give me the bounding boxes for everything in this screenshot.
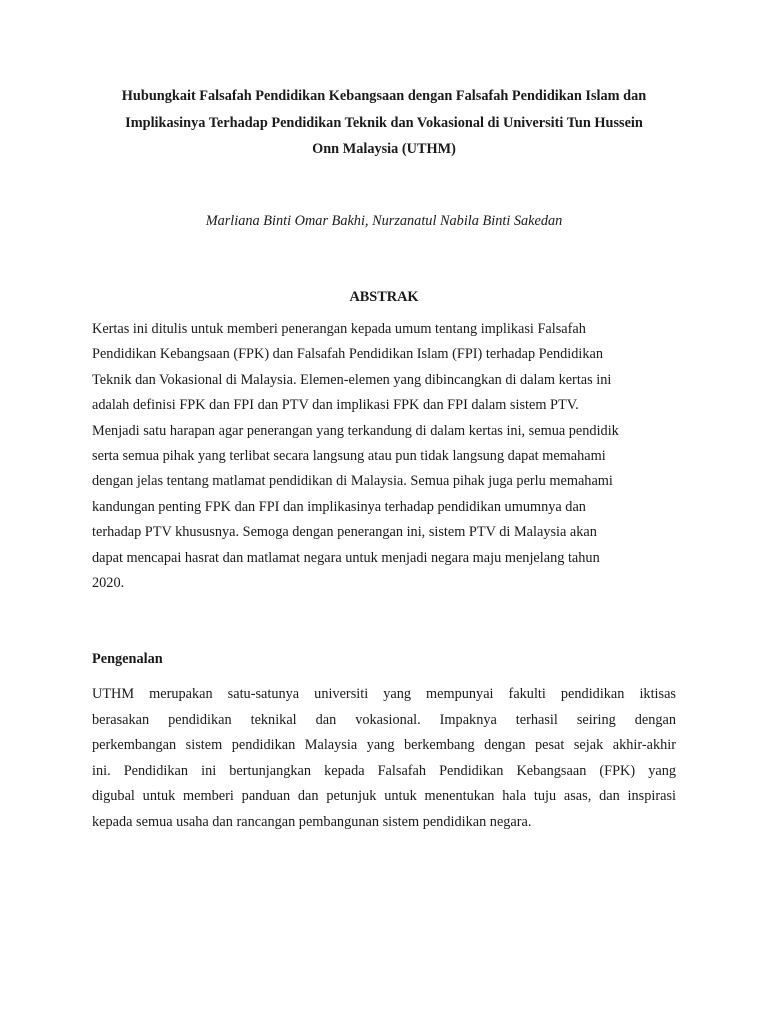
abstract-line: 2020. [92, 575, 125, 592]
abstract-line: kandungan penting FPK dan FPI dan implikasinya terhadap pendidikan umumnya dan [92, 498, 586, 515]
abstract-line: dapat mencapai hasrat dan matlamat negara untuk menjadi negara maju menjelang tahun [92, 549, 600, 566]
title-line: Hubungkait Falsafah Pendidikan Kebangsaan dengan Falsafah Pendidikan Islam dan [121, 88, 647, 104]
abstract-line: Kertas ini ditulis untuk memberi penerangan kepada umum tentang implikasi Falsafah [92, 321, 586, 337]
introduction-body [92, 682, 676, 836]
introduction-line: berasakan pendidikan teknikal dan vokasional. Impaknya terhasil seiring dengan [92, 711, 676, 728]
abstract-line: serta semua pihak yang terlibat secara langsung atau pun tidak langsung dapat memahami [92, 448, 606, 465]
abstract-line: dengan jelas tentang matlamat pendidikan di Malaysia. Semua pihak juga perlu memahami [92, 473, 613, 490]
introduction-line: kepada semua usaha dan rancangan pembangunan sistem pendidikan negara. [92, 813, 532, 830]
authors: Marliana Binti Omar Bakhi, Nurzanatul Nabila Binti Sakedan [205, 213, 563, 229]
introduction-line: perkembangan sistem pendidikan Malaysia yang berkembang dengan pesat sejak akhir-akhir [92, 737, 676, 754]
abstract-body [92, 317, 676, 596]
abstract-line: Menjadi satu harapan agar penerangan yang terkandung di dalam kertas ini, semua pendidik [92, 422, 619, 439]
abstract-line: adalah definisi FPK dan FPI dan PTV dan implikasi FPK dan FPI dalam sistem PTV. [92, 397, 579, 414]
introduction-line: UTHM merupakan satu-satunya universiti yang mempunyai fakulti pendidikan iktisas [92, 686, 676, 702]
abstract-heading: ABSTRAK [349, 289, 419, 305]
section-heading-introduction: Pengenalan [92, 651, 163, 667]
title-line: Implikasinya Terhadap Pendidikan Teknik dan Vokasional di Universiti Tun Hussein [125, 114, 643, 131]
abstract-line: Pendidikan Kebangsaan (FPK) dan Falsafah Pendidikan Islam (FPI) terhadap Pendidikan [92, 346, 604, 363]
introduction-line: digubal untuk memberi panduan dan petunjuk untuk menentukan hala tuju asas, dan inspirasi [92, 788, 676, 805]
introduction-line: ini. Pendidikan ini bertunjangkan kepada Falsafah Pendidikan Kebangsaan (FPK) yang [92, 762, 676, 779]
title-line: Onn Malaysia (UTHM) [312, 141, 456, 157]
paper-title [92, 83, 676, 163]
abstract-line: Teknik dan Vokasional di Malaysia. Elemen-elemen yang dibincangkan di dalam kertas ini [92, 371, 612, 388]
abstract-line: terhadap PTV khususnya. Semoga dengan penerangan ini, sistem PTV di Malaysia akan [92, 524, 597, 541]
